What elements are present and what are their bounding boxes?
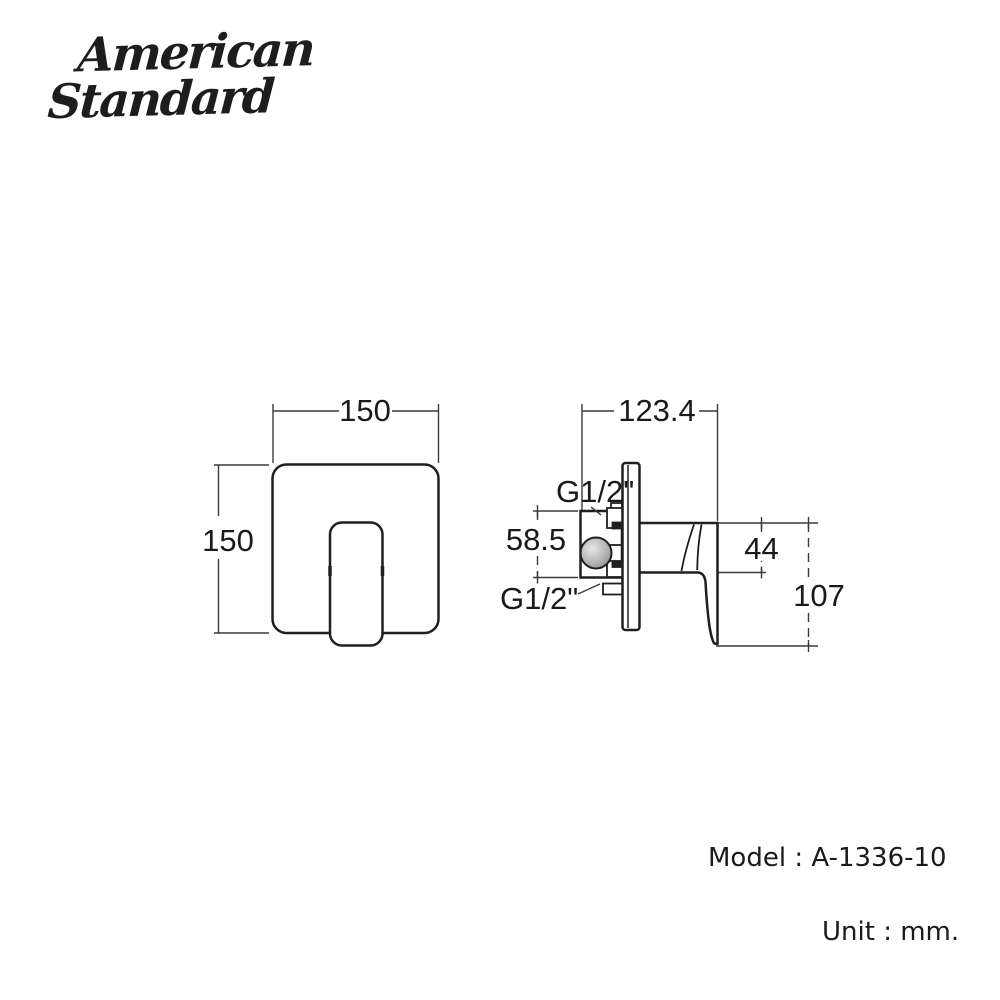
bottom-port-thread-label: G1/2" bbox=[500, 581, 579, 616]
handle-drop-dimension: 107 bbox=[793, 578, 845, 613]
bottom-port-leader-line bbox=[578, 584, 600, 594]
front-width-dimension: 150 bbox=[339, 393, 391, 428]
side-depth-dimension: 123.4 bbox=[618, 393, 696, 428]
lever-handle-side bbox=[640, 523, 718, 644]
side-view-dashed-dimensions bbox=[538, 505, 809, 652]
port-offset-dimension: 58.5 bbox=[505, 522, 567, 557]
supply-port-sphere bbox=[581, 538, 612, 569]
lever-handle-front bbox=[330, 523, 383, 646]
unit-label: Unit : mm. bbox=[822, 917, 960, 947]
side-view bbox=[500, 393, 848, 652]
brand-logo-line1: American bbox=[75, 22, 316, 84]
brand-logo-line2: Standard bbox=[46, 69, 275, 131]
handle-clearance-dimension: 44 bbox=[744, 531, 779, 566]
front-view bbox=[202, 393, 438, 646]
front-height-dimension: 150 bbox=[202, 523, 254, 558]
top-port-thread-label: G1/2" bbox=[556, 474, 635, 509]
model-label: Model : A-1336-10 bbox=[708, 843, 947, 873]
